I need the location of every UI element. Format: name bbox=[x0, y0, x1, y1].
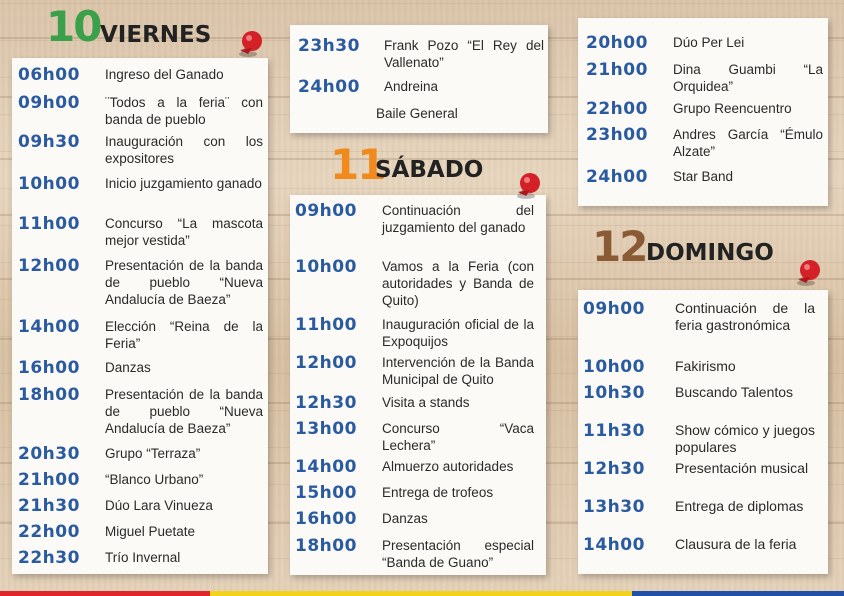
schedule-time: 14h00 bbox=[18, 317, 80, 337]
day-number-sunday: 12 bbox=[592, 222, 647, 271]
schedule-description: Inauguración oficial de la Expoquijos bbox=[382, 317, 534, 349]
schedule-description: Andreina bbox=[384, 79, 439, 94]
schedule-time: 09h00 bbox=[295, 201, 357, 221]
schedule-time: 13h30 bbox=[583, 497, 645, 517]
red-pushpin-icon bbox=[506, 168, 546, 208]
schedule-description: Continuación de la feria gastronómica bbox=[675, 300, 815, 333]
schedule-time: 22h30 bbox=[18, 548, 80, 568]
schedule-time: 11h30 bbox=[583, 421, 645, 441]
schedule-time: 22h00 bbox=[18, 522, 80, 542]
schedule-time: 16h00 bbox=[18, 358, 80, 378]
schedule-description: Entrega de trofeos bbox=[382, 485, 494, 500]
schedule-description: Intervención de la Banda Municipal de Quito bbox=[382, 355, 534, 387]
schedule-description: Buscando Talentos bbox=[675, 384, 794, 400]
flag-stripe-red bbox=[0, 591, 210, 596]
schedule-time: 18h00 bbox=[295, 536, 357, 556]
schedule-time: 15h00 bbox=[295, 483, 357, 503]
schedule-time: 14h00 bbox=[295, 457, 357, 477]
schedule-time: 21h00 bbox=[586, 60, 648, 80]
schedule-description: Concurso “La mascota mejor vestida” bbox=[105, 216, 263, 248]
schedule-time: 23h30 bbox=[298, 36, 360, 56]
schedule-description: Andres García “Émulo Alzate” bbox=[673, 127, 823, 159]
schedule-description: Dina Guambi “La Orquidea” bbox=[673, 62, 823, 94]
saturday-continued-card bbox=[578, 18, 828, 206]
schedule-time: 24h00 bbox=[298, 77, 360, 97]
schedule-description: Inauguración con los expositores bbox=[105, 134, 263, 166]
schedule-description: Danzas bbox=[105, 360, 151, 375]
schedule-description: Dúo Lara Vinueza bbox=[105, 498, 213, 513]
schedule-time: 12h30 bbox=[583, 459, 645, 479]
schedule-description: Frank Pozo “El Rey del Vallenato” bbox=[384, 38, 544, 70]
schedule-description: Fakirismo bbox=[675, 358, 736, 374]
day-name-friday: VIERNES bbox=[100, 22, 212, 48]
schedule-description: Clausura de la feria bbox=[675, 536, 797, 552]
day-number-saturday: 11 bbox=[330, 140, 385, 189]
schedule-description: Vamos a la Feria (con autoridades y Banda de Quito) bbox=[382, 259, 534, 308]
schedule-time: 16h00 bbox=[295, 509, 357, 529]
schedule-time: 11h00 bbox=[18, 214, 80, 234]
schedule-time: 24h00 bbox=[586, 167, 648, 187]
day-name-sunday: DOMINGO bbox=[646, 240, 774, 266]
schedule-time: 10h30 bbox=[583, 383, 645, 403]
schedule-time: 11h00 bbox=[295, 315, 357, 335]
schedule-time: 21h30 bbox=[18, 496, 80, 516]
schedule-description: Miguel Puetate bbox=[105, 524, 196, 539]
friday-continued-card bbox=[290, 25, 548, 133]
schedule-time: 09h00 bbox=[583, 299, 645, 319]
saturday-schedule-card bbox=[290, 195, 546, 575]
schedule-description: Inicio juzgamiento ganado bbox=[105, 176, 262, 191]
schedule-description: Star Band bbox=[673, 169, 734, 184]
schedule-time: 14h00 bbox=[583, 535, 645, 555]
schedule-time: 22h00 bbox=[586, 99, 648, 119]
schedule-description: Presentación especial “Banda de Guano” bbox=[382, 538, 534, 570]
schedule-time: 12h00 bbox=[18, 256, 80, 276]
schedule-description: Presentación musical bbox=[675, 460, 809, 476]
schedule-description: Presentación de la banda de pueblo “Nueva Andalucía de Baeza” bbox=[105, 258, 263, 307]
schedule-description: Entrega de diplomas bbox=[675, 498, 804, 514]
schedule-time: 23h00 bbox=[586, 125, 648, 145]
schedule-description: Show cómico y juegos populares bbox=[675, 422, 815, 455]
schedule-time: 18h00 bbox=[18, 385, 80, 405]
schedule-description: Dúo Per Lei bbox=[673, 35, 745, 50]
schedule-time: 13h00 bbox=[295, 419, 357, 439]
schedule-time: 10h00 bbox=[295, 257, 357, 277]
schedule-time: 10h00 bbox=[583, 357, 645, 377]
schedule-time: 09h30 bbox=[18, 132, 80, 152]
schedule-description: ¨Todos a la feria¨ con banda de pueblo bbox=[105, 95, 263, 127]
baile-general-label: Baile General bbox=[376, 106, 458, 121]
flag-stripe-blue bbox=[632, 591, 844, 596]
red-pushpin-icon bbox=[228, 26, 268, 66]
schedule-time: 20h00 bbox=[586, 33, 648, 53]
schedule-description: Trío Invernal bbox=[105, 550, 181, 565]
sunday-schedule-card bbox=[578, 290, 828, 574]
day-name-saturday: SÁBADO bbox=[375, 157, 484, 183]
schedule-description: Visita a stands bbox=[382, 395, 470, 410]
schedule-description: Elección “Reina de la Feria” bbox=[105, 319, 263, 351]
schedule-time: 10h00 bbox=[18, 174, 80, 194]
day-number-friday: 10 bbox=[46, 2, 101, 51]
schedule-time: 09h00 bbox=[18, 93, 80, 113]
schedule-time: 06h00 bbox=[18, 65, 80, 85]
schedule-description: Danzas bbox=[382, 511, 428, 526]
schedule-description: Ingreso del Ganado bbox=[105, 67, 224, 82]
schedule-description: Presentación de la banda de pueblo “Nueva Andalucía de Baeza” bbox=[105, 387, 263, 436]
flag-stripe-yellow bbox=[210, 591, 632, 596]
schedule-time: 21h00 bbox=[18, 470, 80, 490]
schedule-time: 20h30 bbox=[18, 444, 80, 464]
friday-schedule-card bbox=[12, 58, 268, 574]
schedule-description: Almuerzo autoridades bbox=[382, 459, 514, 474]
schedule-description: Concurso “Vaca Lechera” bbox=[382, 421, 534, 453]
schedule-description: Grupo “Terraza” bbox=[105, 446, 201, 461]
schedule-description: Continuación del juzgamiento del ganado bbox=[382, 203, 534, 235]
schedule-time: 12h30 bbox=[295, 393, 357, 413]
schedule-description: Grupo Reencuentro bbox=[673, 101, 792, 116]
schedule-time: 12h00 bbox=[295, 353, 357, 373]
red-pushpin-icon bbox=[786, 255, 826, 295]
schedule-description: “Blanco Urbano” bbox=[105, 472, 204, 487]
